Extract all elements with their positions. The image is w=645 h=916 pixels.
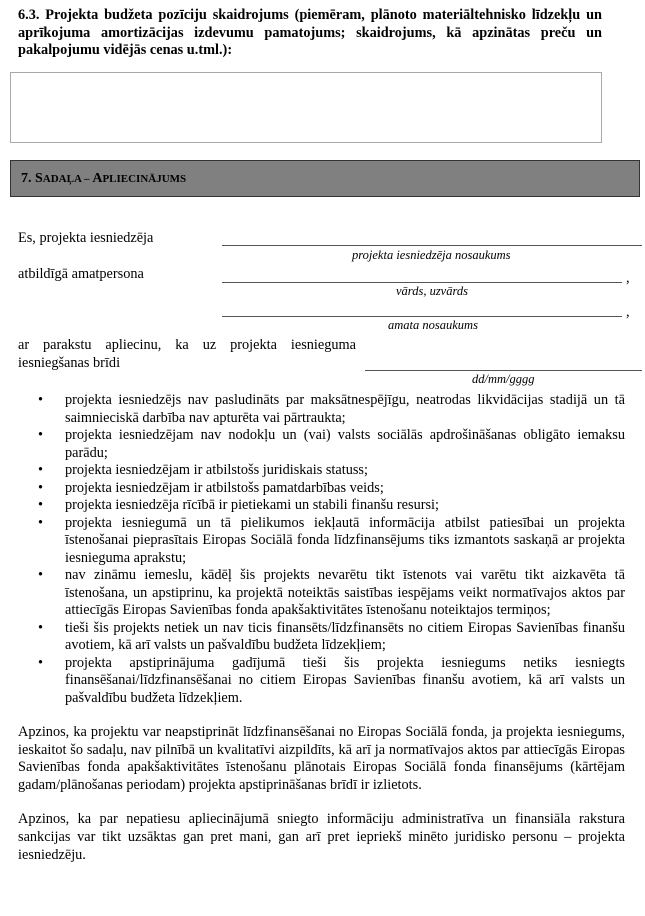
list-item: • projekta apstiprinājuma gadījumā tieši šis projekta iesniegums netiks iesniegts finansēšanai/līdzfinansēšanai no citiem Eiropas Savienības finanšu avotiem, kā arī valsts un pašvaldību budžeta līdzekļiem.: [0, 655, 625, 708]
section-6-3: [0, 7, 645, 143]
list-item: • projekta iesniedzējam ir atbilstošs pamatdarbības veids;: [0, 480, 625, 498]
section-6-3-heading: 6.3. Projekta budžeta pozīciju skaidrojums (piemēram, plānoto materiāltehnisko līdzekļu un aprīkojuma amortizācijas izdevumu pamatojums; skaidrojums, kā apzinātas preču un pakalpojumu vidējās cenas u.tml.):: [18, 7, 602, 59]
certify-label: ar parakstu apliecinu, ka uz projekta iesnieguma iesniegšanas brīdi: [18, 337, 356, 371]
budget-explanation-field[interactable]: [10, 72, 602, 143]
comma: ,: [626, 304, 630, 320]
list-item: • projekta iesniedzējam ir atbilstošs juridiskais statuss;: [0, 462, 625, 480]
declarations-list: [0, 392, 625, 707]
name-surname-field[interactable]: [222, 282, 622, 283]
comma: ,: [626, 270, 630, 286]
date-caption: dd/mm/gggg: [472, 372, 535, 386]
position-field[interactable]: [222, 316, 622, 317]
applicant-label: Es, projekta iesniedzēja: [18, 230, 154, 246]
applicant-name-caption: projekta iesniedzēja nosaukums: [352, 248, 511, 262]
acknowledgement-paragraph-1: Apzinos, ka projektu var neapstiprināt līdzfinansēšanai no Eiropas Sociālā fonda, ja projekta iesniegums, ieskaitot šo sadaļu, nav pilnībā un kvalitatīvi aizpildīts, kā arī ja normatīvajos aktos par attiecīgās Eiropas Savienības fonda apakšaktivitātes īstenošanu plānotais Eiropas Sociālā fonda finansējums (kārtējam gadam/plānošanas periodam) projekta apstiprināšanas brīdī ir izlietots.: [18, 724, 625, 793]
section-7-title: 7. SADAĻA – APLIECINĀJUMS: [21, 171, 187, 186]
list-item: • projekta iesniedzējam nav nodokļu un (vai) valsts sociālās apdrošināšanas obligāto iemaksu parādu;: [0, 427, 625, 462]
applicant-name-field[interactable]: [222, 245, 642, 246]
list-item: • tieši šis projekts netiek un nav ticis finansēts/līdzfinansēts no citiem Eiropas Savienības finanšu avotiem, kā arī valsts un pašvaldību budžeta līdzekļiem;: [0, 620, 625, 655]
list-item: • projekta iesniedzējs nav pasludināts par maksātnespējīgu, neatrodas likvidācijas stadijā un tā saimnieciskā darbība nav apturēta vai pārtraukta;: [0, 392, 625, 427]
declarations-section: [0, 392, 645, 864]
acknowledgement-paragraph-2: Apzinos, ka par nepatiesu apliecinājumā sniegto informāciju administratīva un finansiāla rakstura sankcijas var tikt uzsāktas gan pret mani, gan arī pret iepriekš minēto juridisko personu – projekta iesniedzēju.: [18, 811, 625, 863]
official-label: atbildīgā amatpersona: [18, 266, 144, 282]
list-item: • projekta iesniegumā un tā pielikumos iekļautā informācija atbilst patiesībai un projekta īstenošanai pieprasītais Eiropas Sociālā fonda līdzfinansējums tiks izmantots saskaņā ar projekta iesnieguma aprakstu;: [0, 515, 625, 568]
section-7-header: [10, 160, 640, 197]
name-surname-caption: vārds, uzvārds: [396, 284, 468, 298]
list-item: • projekta iesniedzēja rīcībā ir pietiekami un stabili finanšu resursi;: [0, 497, 625, 515]
position-caption: amata nosaukums: [388, 318, 478, 332]
list-item: • nav zināmu iemeslu, kādēļ šis projekts nevarētu tikt īstenots vai varētu tikt aizkavēta tā īstenošana, un apstiprinu, ka projektā noteiktās saistības iespējams veikt normatīvajos aktos par attiecīgās Eiropas Savienības fonda apakšaktivitātes īstenošanu noteiktajos termiņos;: [0, 567, 625, 620]
date-field[interactable]: [365, 370, 642, 371]
